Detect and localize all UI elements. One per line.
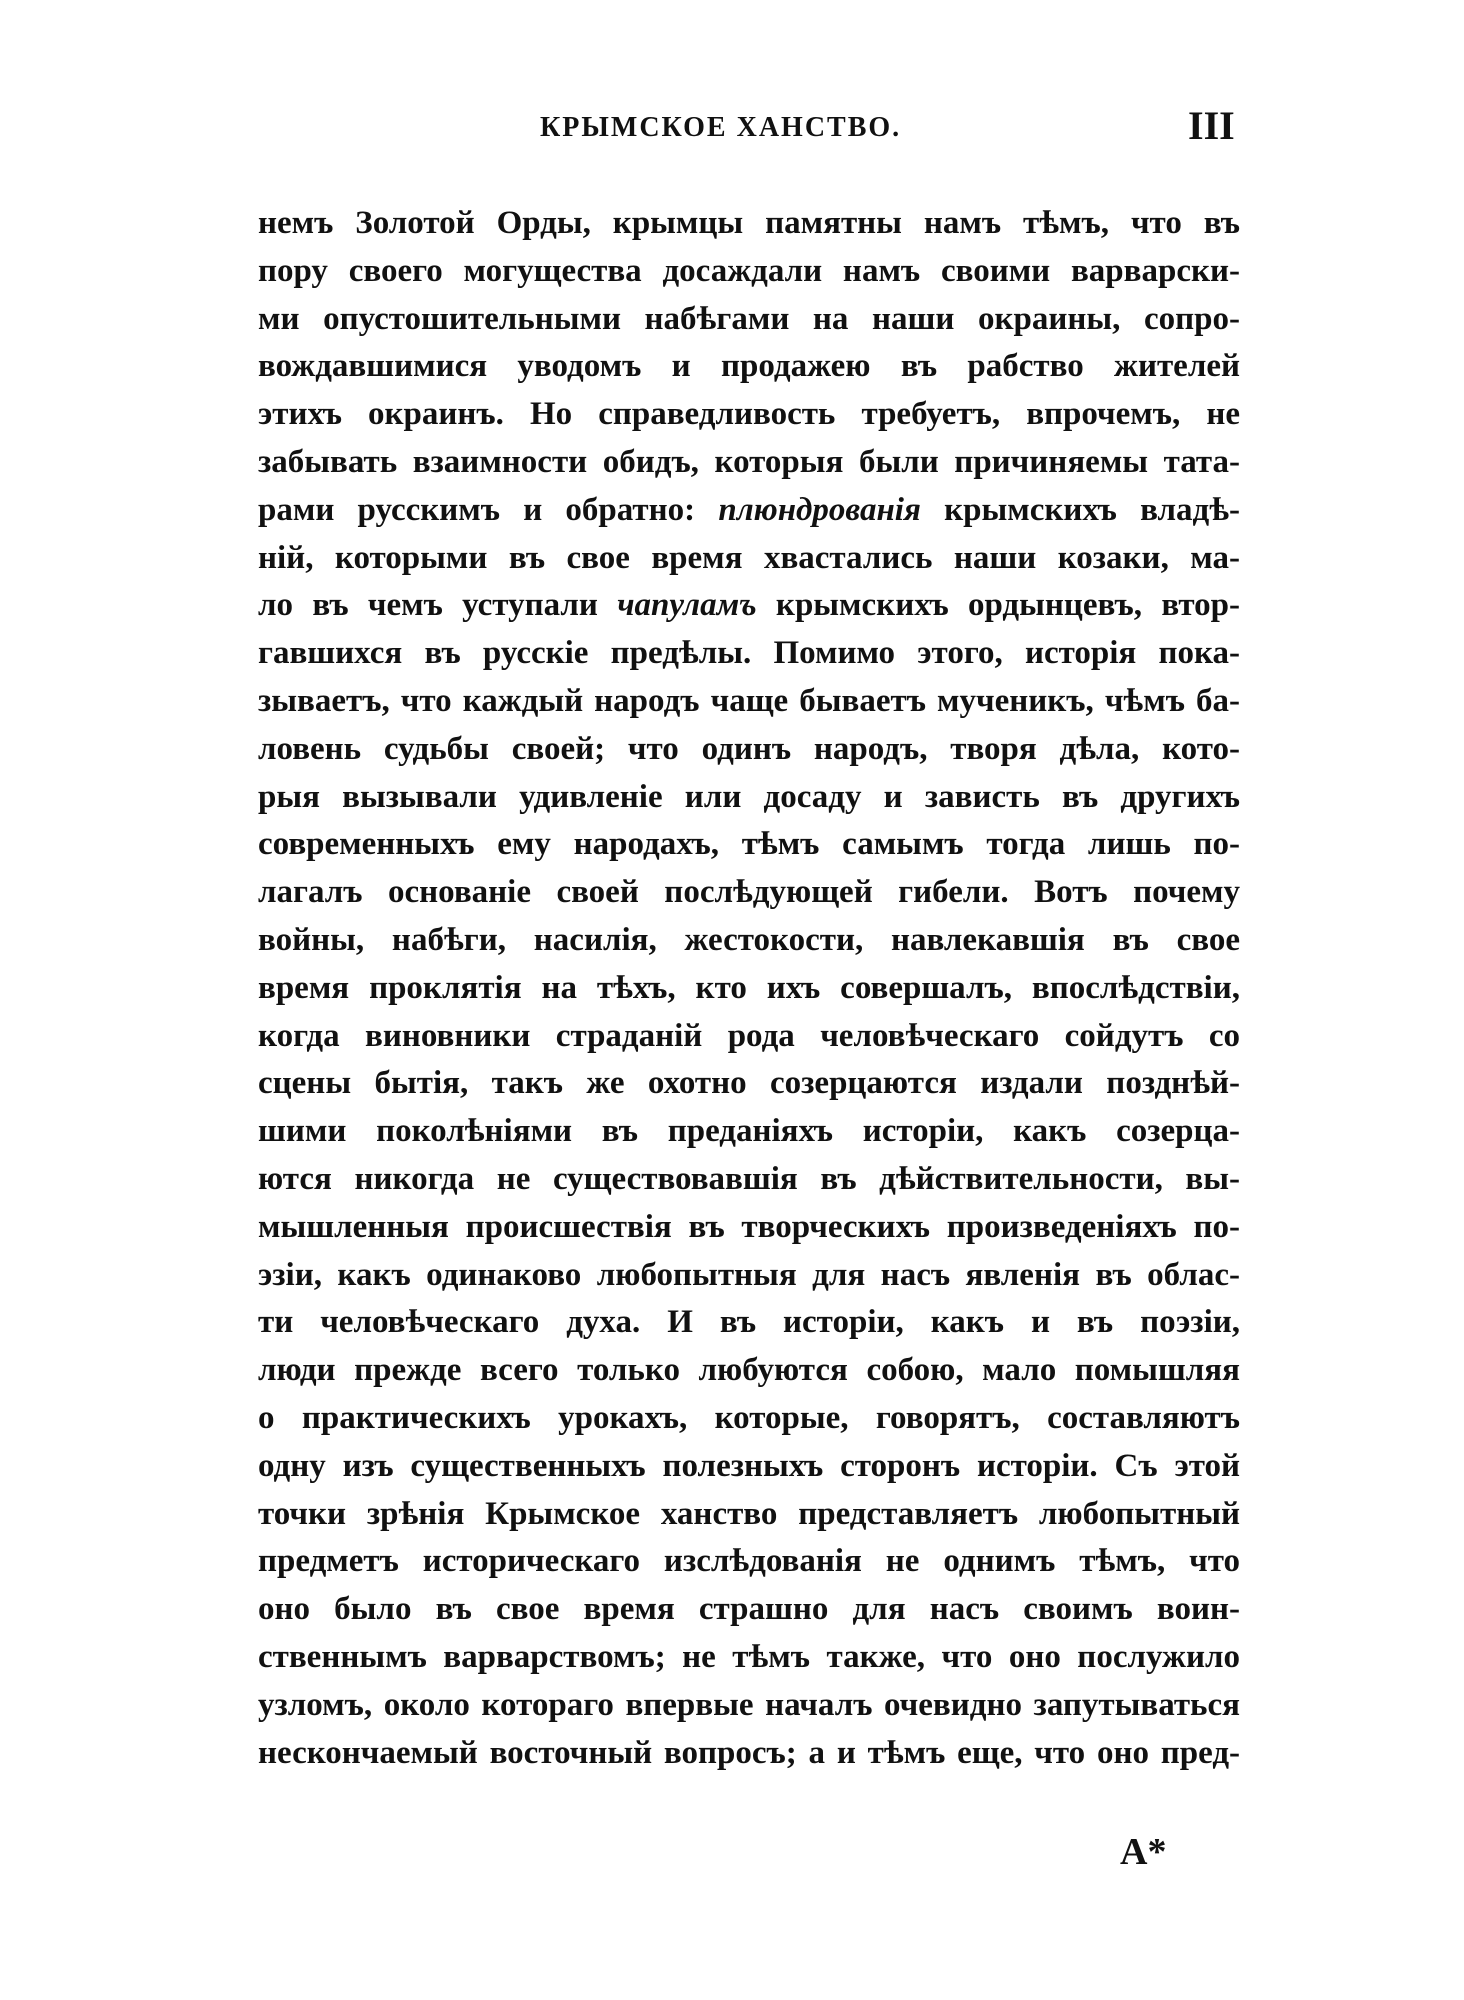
text-line: когда виновники страданій рода человѣческаго сойдутъ со (258, 1017, 1240, 1054)
text-line: о практическихъ урокахъ, которые, говорятъ, составляютъ (258, 1399, 1240, 1436)
text-line: ственнымъ варварствомъ; не тѣмъ также, что оно послужило (258, 1638, 1240, 1675)
text-line: ній, которыми въ свое время хвастались наши козаки, ма- (258, 539, 1240, 576)
text-run: рами русскимъ и обратно: (258, 491, 719, 528)
text-line: войны, набѣги, насилія, жестокости, навлекавшія въ свое (258, 921, 1240, 958)
italic-term: чапуламъ (617, 587, 757, 624)
text-line: сцены бытія, такъ же охотно созерцаются издали позднѣй- (258, 1065, 1240, 1102)
text-line: лагалъ основаніе своей послѣдующей гибели. Вотъ почему (258, 874, 1240, 911)
text-line: предметъ историческаго изслѣдованія не однимъ тѣмъ, что (258, 1543, 1240, 1580)
text-line: ются никогда не существовавшія въ дѣйствительности, вы- (258, 1160, 1240, 1197)
text-line: вождавшимися уводомъ и продажею въ рабство жителей (258, 348, 1240, 385)
text-line: мышленныя происшествія въ творческихъ произведеніяхъ по- (258, 1208, 1240, 1245)
text-line: этихъ окраинъ. Но справедливость требуетъ, впрочемъ, не (258, 396, 1240, 433)
text-line: зываетъ, что каждый народъ чаще бываетъ мученикъ, чѣмъ ба- (258, 682, 1240, 719)
text-run: крымскихъ владѣ- (920, 491, 1240, 528)
body-text (258, 200, 1240, 1777)
text-line: одну изъ существенныхъ полезныхъ сторонъ исторіи. Съ этой (258, 1447, 1240, 1484)
text-line: точки зрѣнія Крымское ханство представляетъ любопытный (258, 1495, 1240, 1532)
text-line: пору своего могущества досаждали намъ своими варварски- (258, 252, 1240, 289)
text-line: оно было въ свое время страшно для насъ своимъ воин- (258, 1591, 1240, 1628)
text-line (258, 582, 1240, 630)
text-line: нескончаемый восточный вопросъ; а и тѣмъ еще, что оно пред- (258, 1734, 1240, 1771)
text-run: крымскихъ ордынцевъ, втор- (756, 587, 1240, 624)
text-line: шими поколѣніями въ преданіяхъ исторіи, какъ созерца- (258, 1113, 1240, 1150)
text-line: забывать взаимности обидъ, которыя были причиняемы тата- (258, 443, 1240, 480)
text-line: современныхъ ему народахъ, тѣмъ самымъ тогда лишь по- (258, 826, 1240, 863)
text-line: узломъ, около котораго впервые началъ очевидно запутываться (258, 1686, 1240, 1723)
text-line: люди прежде всего только любуются собою, мало помышляя (258, 1352, 1240, 1389)
page-number: III (1188, 103, 1235, 148)
italic-term: плюндрованія (718, 491, 921, 528)
text-line: ти человѣческаго духа. И въ исторіи, какъ и въ поэзіи, (258, 1304, 1240, 1341)
text-run: ло въ чемъ уступали (258, 587, 618, 624)
running-head-title: КРЫМСКОЕ ХАНСТВО. (540, 112, 902, 143)
text-line: немъ Золотой Орды, крымцы памятны намъ тѣмъ, что въ (258, 205, 1240, 241)
text-line: ловень судьбы своей; что одинъ народъ, творя дѣла, кото- (258, 730, 1240, 767)
text-line: рыя вызывали удивленіе или досаду и зависть въ другихъ (258, 778, 1240, 815)
text-line: время проклятія на тѣхъ, кто ихъ совершалъ, впослѣдствіи, (258, 969, 1240, 1006)
text-line: эзіи, какъ одинаково любопытныя для насъ явленія въ облас- (258, 1256, 1240, 1293)
text-line: ми опустошительными набѣгами на наши окраины, сопро- (258, 300, 1240, 337)
text-line: гавшихся въ русскіе предѣлы. Помимо этого, исторія пока- (258, 635, 1240, 672)
text-line (258, 487, 1240, 535)
signature-mark: A* (1120, 1831, 1167, 1873)
